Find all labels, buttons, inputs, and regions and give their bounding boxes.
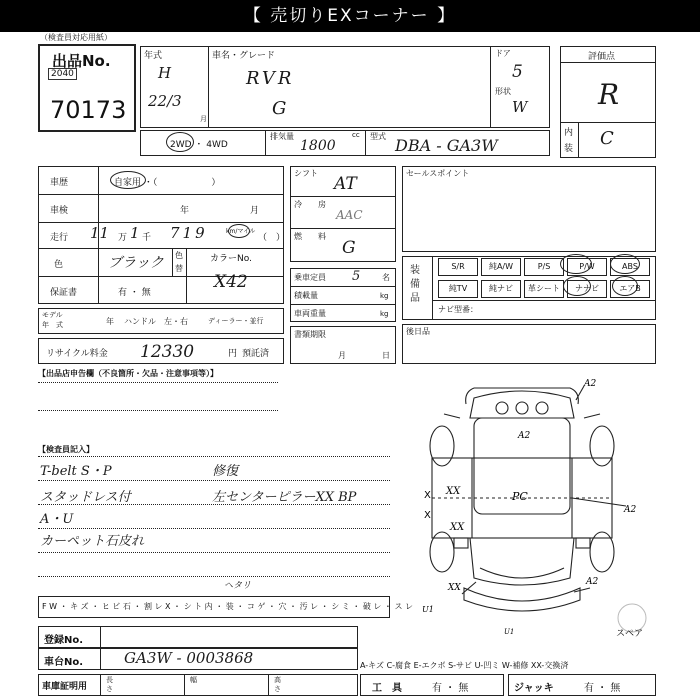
equipment-item: 純ナビ <box>481 280 521 298</box>
ac-value: AAC <box>336 208 363 222</box>
jack-label: ジャッキ <box>514 683 554 694</box>
lot-sub-number: 2040 <box>48 68 77 80</box>
cert-cell: 長さ <box>106 676 113 693</box>
recycle-unit: 円 <box>228 349 238 359</box>
type-value: DBA - GA3W <box>395 136 498 155</box>
year-value: 22/3 <box>148 92 182 110</box>
lot-label: 出品No. <box>52 52 111 70</box>
shape-value: W <box>512 98 528 116</box>
model-year-year: 年 <box>106 317 114 326</box>
mark-xx-1: XX <box>446 486 461 497</box>
doors-value: 5 <box>512 62 523 82</box>
mileage-unit: km/マイル <box>226 228 256 235</box>
inspector-label: 【検査員記入】 <box>38 445 94 454</box>
airbag-circle-mark <box>612 276 638 296</box>
fuel-label-2: 料 <box>318 232 326 241</box>
cert-cell: 幅 <box>190 676 197 684</box>
after-items-label: 後日品 <box>406 327 430 336</box>
doors-label: ドア <box>495 49 511 58</box>
model-year-l2: 年 式 <box>42 321 63 329</box>
weight-unit: kg <box>380 310 389 318</box>
wheel-rear-right <box>590 426 614 466</box>
model-grade: G <box>272 98 287 119</box>
load-label: 積載量 <box>294 291 318 300</box>
cert-label: 車庫証明用 <box>42 682 88 692</box>
inspection-label: 車検 <box>50 206 69 216</box>
mark-a2-roof: A2 <box>518 431 531 441</box>
equipment-item: ナナビ <box>567 280 607 298</box>
equipment-item: P/S <box>524 258 564 276</box>
color-change-1: 色 <box>175 251 183 260</box>
capacity-unit: 名 <box>382 273 390 282</box>
mileage-label: 走行 <box>50 233 69 243</box>
wheel-rear-left <box>430 426 454 466</box>
inspection-year: 年 <box>180 206 190 216</box>
mark-x-2: X <box>424 510 431 521</box>
cert-cell: 高さ <box>274 676 281 693</box>
km-circle-mark <box>228 224 250 238</box>
model-year-dealer: ディーラー・並行 <box>208 317 264 325</box>
warranty-label: 保証書 <box>50 288 78 298</box>
damage-code-legend: A-キズ C-腐食 E-エクボ S-サビ U-凹ミ W-補修 XX-交換済 <box>360 661 569 670</box>
mileage-v2: 1 <box>130 224 140 242</box>
inspector-note-2: スタッドレス付 <box>40 490 131 505</box>
chassis-label: 車台No. <box>44 657 84 668</box>
mirror-left <box>454 538 468 548</box>
color-change-2: 替 <box>175 264 183 273</box>
recycle-status: 預託済 <box>242 349 270 359</box>
tools-value: 有 ・ 無 <box>432 683 469 694</box>
equipment-item: 革シート <box>524 280 564 298</box>
mark-a2-bottom: A2 <box>586 577 599 587</box>
abs-circle-mark <box>610 254 640 274</box>
mileage-paren: （ ） <box>258 233 286 243</box>
spare-label: スペア <box>616 629 644 639</box>
grade-label: 評価点 <box>588 52 616 62</box>
year-label: 年式 <box>144 51 163 61</box>
registration-row <box>38 626 358 648</box>
fuel-label-1: 燃 <box>294 232 302 241</box>
drive-text: 2WD ・ 4WD <box>170 140 228 150</box>
color-label: 色 <box>54 260 64 270</box>
mileage-u1: 万 <box>118 233 128 243</box>
mark-u1-front: U1 <box>504 628 515 636</box>
registration-end-label: 書類期限 <box>294 330 326 339</box>
mirror-right <box>576 538 590 548</box>
history-circle-mark <box>110 171 146 189</box>
weight-label: 車両重量 <box>294 309 326 318</box>
type-label: 型式 <box>370 132 386 141</box>
mileage-v1: 11 <box>90 224 110 242</box>
declaration-label: 【出品店申告欄（不良箇所・欠品・注意事項等）】 <box>38 369 218 378</box>
page-banner: 【 売切りEXコーナー 】 <box>0 0 700 32</box>
inspector-note-6: 左センターピラーXX BP <box>212 490 357 505</box>
equipment-item: 純TV <box>438 280 478 298</box>
inspection-month: 月 <box>250 206 260 216</box>
equipment-item: ABS <box>610 258 650 276</box>
mark-a2-top: A2 <box>584 379 597 389</box>
capacity-label: 乗車定員 <box>294 273 326 282</box>
color-no-label: カラーNo. <box>210 254 252 264</box>
mark-xx-front: XX <box>448 583 461 593</box>
after-items-box <box>402 324 656 364</box>
mark-u1-left: U1 <box>422 605 434 614</box>
grade-value: R <box>598 78 620 111</box>
navi-model-label: ナビ型番： <box>438 305 478 314</box>
registration-end-day: 日 <box>382 351 390 360</box>
recycle-value: 12330 <box>140 342 195 362</box>
model-label: 車名・グレード <box>212 51 276 61</box>
displacement-unit: cc <box>352 131 360 139</box>
ac-label-1: 冷 <box>294 200 302 209</box>
registration-label: 登録No. <box>44 635 84 646</box>
recycle-label: リサイクル料金 <box>46 349 108 359</box>
displacement-label: 排気量 <box>270 132 294 141</box>
model-name: RVR <box>246 68 295 89</box>
damage-diagram <box>404 378 694 640</box>
equipment-label: 装備品 <box>410 265 420 304</box>
mileage-v3: 719 <box>170 224 208 242</box>
registration-end-month: 月 <box>338 351 346 360</box>
mark-xx-2: XX <box>450 522 465 533</box>
equipment-item: エアB <box>610 280 650 298</box>
inspector-note-5: 修復 <box>212 464 239 479</box>
sales-point-label: セールスポイント <box>406 169 470 178</box>
interior-label-2: 装 <box>564 144 574 154</box>
history-label: 車歴 <box>50 178 69 188</box>
damage-legend-text: F W ・ キ ズ ・ ヒ ビ 石 ・ 割 レ X ・ シ ト 内 ・ 装 ・ コ ゲ ・ 穴 ・ 汚 レ ・ シ ミ ・ 破 レ ・ ス レ <box>42 602 413 611</box>
equipment-item: S/R <box>438 258 478 276</box>
chassis-value: GA3W - 0003868 <box>124 649 254 667</box>
history-value: 自家用 ・（ ） <box>114 178 221 188</box>
lot-number: 70173 <box>50 96 127 124</box>
drive-circle-mark <box>166 132 194 152</box>
fuel-value: G <box>342 238 356 258</box>
warranty-value: 有 ・ 無 <box>118 288 151 298</box>
model-year-l1: モデル <box>42 311 63 319</box>
shift-label: シフト <box>294 169 318 178</box>
lot-box <box>38 44 136 132</box>
equipment-item: 純A/W <box>481 258 521 276</box>
year-era: H <box>158 64 172 82</box>
displacement-value: 1800 <box>300 138 336 154</box>
inspector-note-1: T-belt S・P <box>40 464 112 479</box>
interior-label-1: 内 <box>564 128 574 138</box>
mark-pc: PC <box>512 490 528 503</box>
shape-label: 形状 <box>495 87 511 96</box>
color-value: ブラック <box>108 255 164 271</box>
shift-value: AT <box>334 174 357 194</box>
equipment-item: P/W <box>567 258 607 276</box>
color-no-value: X42 <box>214 272 248 292</box>
car-bumper <box>464 588 580 611</box>
model-year-handle: ハンドル 左・右 <box>124 317 188 326</box>
pw-circle-mark <box>560 254 592 274</box>
scratch-note: ヘタリ <box>224 581 252 591</box>
mileage-u2: 千 <box>142 233 152 243</box>
navi-circle-mark <box>563 276 591 296</box>
inspector-note-4: カーペット石皮れ <box>40 534 145 549</box>
mark-a2-right: A2 <box>624 505 637 515</box>
year-unit: 月 <box>200 115 207 123</box>
load-unit: kg <box>380 292 389 300</box>
header-note: （検査員対応用紙） <box>40 33 112 42</box>
mark-x-1: X <box>424 490 431 501</box>
capacity-value: 5 <box>352 269 361 284</box>
inspector-note-3: A・U <box>40 512 74 527</box>
jack-value: 有 ・ 無 <box>584 683 621 694</box>
tools-label: 工 具 <box>372 683 402 694</box>
ac-label-2: 房 <box>318 200 326 209</box>
spare-tire-icon <box>618 604 646 632</box>
interior-value: C <box>600 128 614 149</box>
